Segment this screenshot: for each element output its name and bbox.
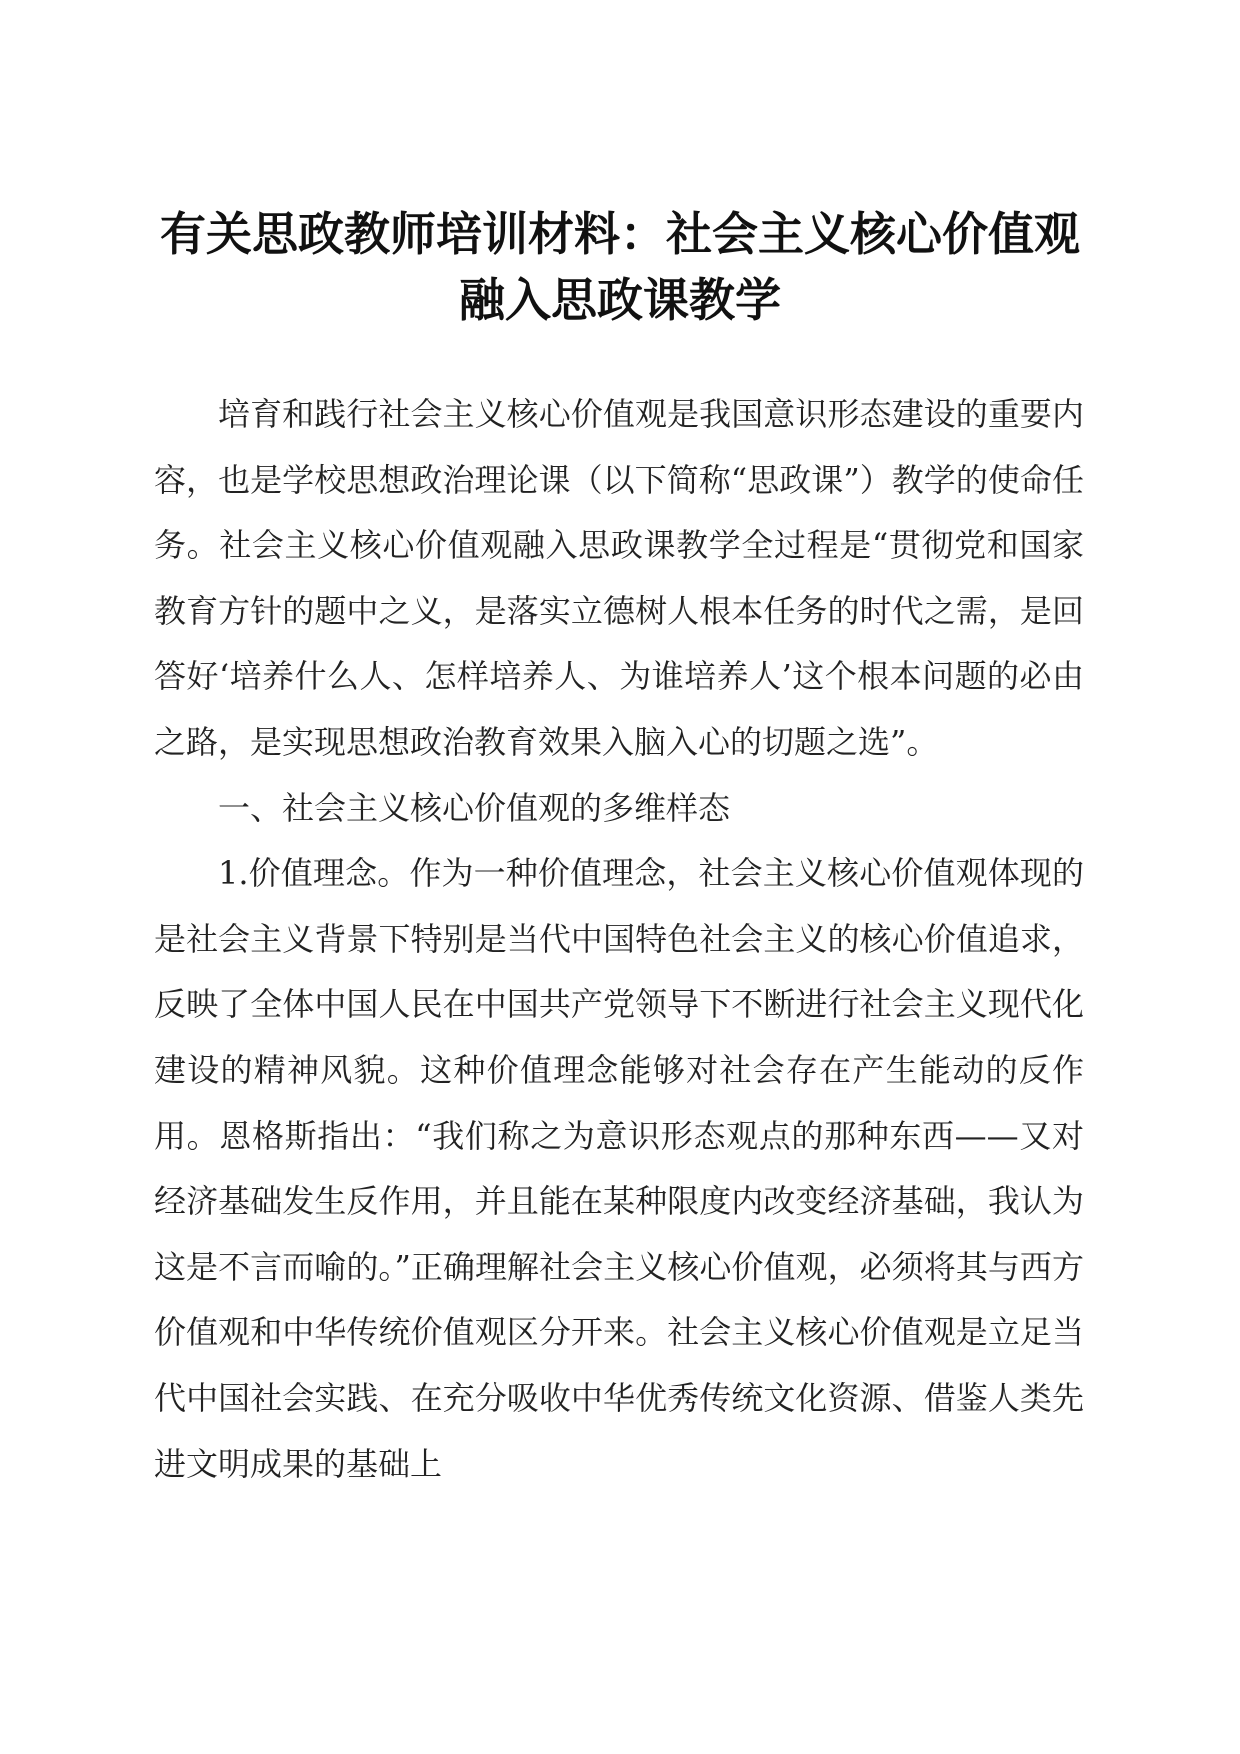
document-title-line-2: 融入思政课教学 — [459, 273, 781, 327]
document-title-line-1: 有关思政教师培训材料：社会主义核心价值观 — [160, 207, 1080, 261]
intro-paragraph: 培育和践行社会主义核心价值观是我国意识形态建设的重要内容，也是学校思想政治理论课（以下简称“思政课”）教学的使命任务。社会主义核心价值观融入思政课教学全过程是“贯彻党和国家教育方针的题中之义，是落实立德树人根本任务的时代之需，是回答好‘培养什么人、怎样培养人、为谁培养人’这个根本问题的必由之路，是实现思想政治教育效果入脑入心的切题之选”。 — [154, 395, 1084, 761]
section-heading: 一、社会主义核心价值观的多维样态 — [218, 788, 731, 827]
document-body — [154, 382, 1084, 1497]
value-concept-paragraph: 1.价值理念。作为一种价值理念，社会主义核心价值观体现的是社会主义背景下特别是当代中国特色社会主义的核心价值追求，反映了全体中国人民在中国共产党领导下不断进行社会主义现代化建设的精神风貌。这种价值理念能够对社会存在产生能动的反作用。恩格斯指出：“我们称之为意识形态观点的那种东西——又对经济基础发生反作用，并且能在某种限度内改变经济基础，我认为这是不言而喻的。”正确理解社会主义核心价值观，必须将其与西方价值观和中华传统价值观区分开来。社会主义核心价值观是立足当代中国社会实践、在充分吸收中华优秀传统文化资源、借鉴人类先进文明成果的基础上 — [154, 854, 1084, 1483]
